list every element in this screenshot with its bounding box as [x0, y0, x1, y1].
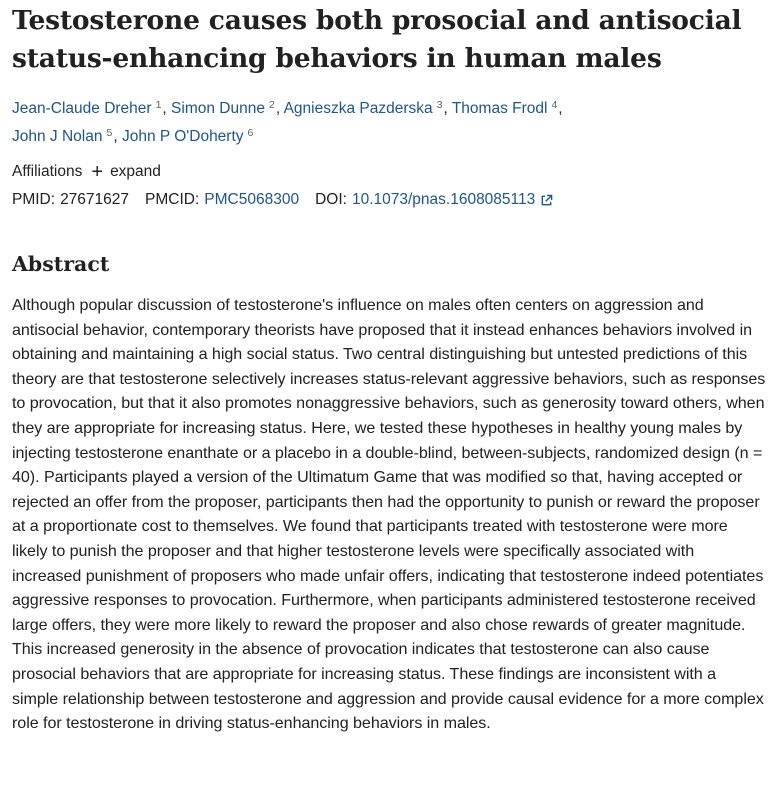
pmcid — [145, 189, 299, 211]
pmid-value: 27671627 — [60, 191, 130, 208]
article-title: Testosterone causes both prosocial and antisocial status-enhancing behaviors in human males — [12, 5, 742, 74]
author-affiliation-number[interactable]: 1 — [155, 99, 162, 111]
doi — [315, 189, 553, 211]
plus-icon: + — [91, 161, 104, 183]
expand-affiliations-button[interactable] — [91, 161, 161, 183]
author-link[interactable]: Agnieszka Pazderska — [283, 100, 433, 117]
abstract-text: Although popular discussion of testosterone's influence on males often centers on aggression and antisocial behavior, contemporary theorists have proposed that it instead enhances behaviors involved in obtaining and maintaining a high social status. Two central distinguishing but untested predictions of this theory are that testosterone selectively increases status-relevant aggressive behaviors, such as responses to provocation, but that it also promotes nonaggressive behaviors, such as generosity toward others, when they are appropriate for increasing status. Here, we tested these hypotheses in healthy young males by injecting testosterone enanthate or a placebo in a double-blind, between-subjects, randomized design (n = 40). Participants played a version of the Ultimatum Game that was modified so that, having accepted or rejected an offer from the proposer, participants then had the opportunity to punish or reward the proposer at a proportionate cost to themselves. We found that participants treated with testosterone were more likely to punish the proposer and that higher testosterone levels were specifically associated with increased punishment of proposers who made unfair offers, indicating that testosterone indeed potentiates aggressive responses to provocation. Furthermore, when participants administered testosterone received large offers, they were more likely to reward the proposer and also chose rewards of greater magnitude. This increased generosity in the absence of provocation indicates that testosterone can also cause prosocial behaviors that are appropriate for increasing status. These findings are inconsistent with a simple relationship between testosterone and aggression and provide causal evidence for a more complex role for testosterone in driving status-enhancing behaviors in males. — [12, 296, 766, 733]
expand-label: expand — [110, 163, 161, 180]
author-link[interactable]: Simon Dunne — [171, 100, 265, 117]
author-affiliation-number[interactable]: 6 — [247, 127, 254, 139]
author-link[interactable]: John P O'Doherty — [121, 128, 244, 145]
doi-label: DOI: — [315, 191, 347, 208]
authors-list: Jean-Claude Dreher $^1$, Simon Dunne $^2$, Agnieszka Pazderska $^3$, Thomas Frodl $^4$, John J Nolan $^5$, John P O'Doherty $^6$ — [12, 99, 563, 145]
external-link-icon[interactable] — [540, 194, 553, 207]
author-affiliation-number[interactable]: 5 — [106, 127, 113, 139]
affiliations-label: Affiliations — [12, 163, 83, 180]
pmcid-link[interactable]: PMC5068300 — [204, 191, 300, 208]
affiliations-row — [12, 161, 768, 183]
abstract-heading: Abstract — [12, 252, 110, 276]
author-link[interactable]: Thomas Frodl — [451, 100, 548, 117]
author-affiliation-number[interactable]: 2 — [268, 99, 275, 111]
pmcid-label: PMCID: — [145, 191, 200, 208]
author-affiliation-number[interactable]: 4 — [551, 99, 558, 111]
pmid — [12, 189, 129, 211]
author-link[interactable]: John J Nolan — [12, 128, 103, 145]
author-affiliation-number[interactable]: 3 — [436, 99, 443, 111]
author-link[interactable]: Jean-Claude Dreher — [12, 100, 152, 117]
doi-link[interactable]: 10.1073/pnas.1608085113 — [351, 191, 536, 208]
identifiers-row — [12, 189, 768, 211]
article-page — [12, 0, 768, 752]
pmid-label: PMID: — [12, 191, 56, 208]
